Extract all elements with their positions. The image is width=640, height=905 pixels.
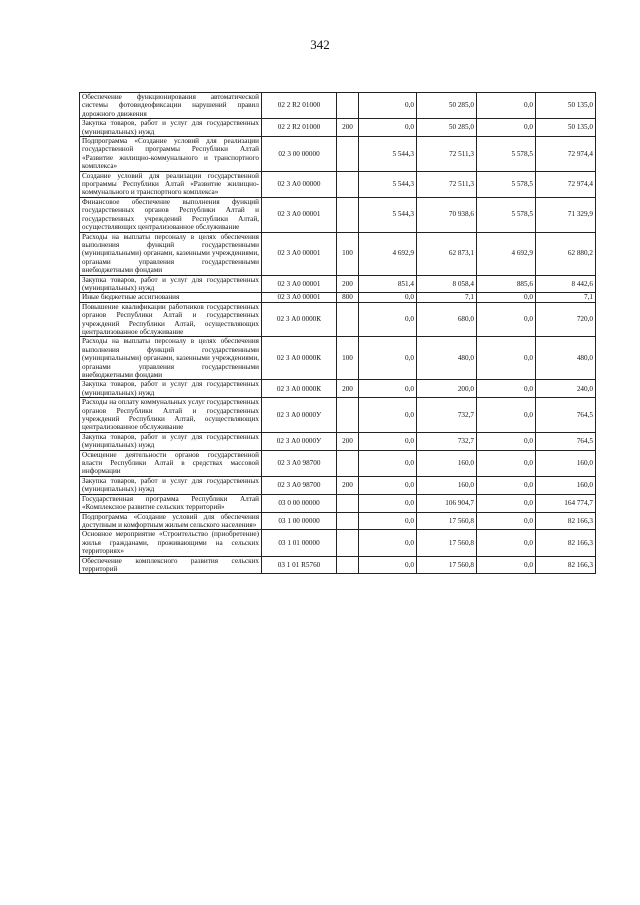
row-name: Расходы на выплаты персоналу в целях обеспечения выполнения функций государственными (муниципальными) органами, казенными учреждениями, органами управления государственными внебюджетными фондами: [80, 232, 262, 275]
expense-type: 200: [337, 380, 359, 398]
amount-col-1: 0,0: [359, 432, 417, 450]
amount-col-3: 0,0: [477, 398, 536, 433]
table-row: [80, 530, 596, 556]
program-code: 02 3 А0 00001: [262, 232, 337, 275]
row-name: Финансовое обеспечение выполнения функций государственных органов Республики Алтай и государственных учреждений Республики Алтай, осуществляющих централизованное обслуживание: [80, 197, 262, 232]
amount-col-2: 62 873,1: [417, 232, 477, 275]
table-row: [80, 337, 596, 380]
amount-col-2: 200,0: [417, 380, 477, 398]
program-code: 02 2 R2 01000: [262, 119, 337, 137]
program-code: 03 0 00 00000: [262, 494, 337, 512]
expense-type: [337, 171, 359, 197]
amount-col-3: 885,6: [477, 275, 536, 293]
program-code: 02 3 А0 0000К: [262, 337, 337, 380]
amount-col-1: 0,0: [359, 476, 417, 494]
expense-type: [337, 512, 359, 530]
amount-col-1: 851,4: [359, 275, 417, 293]
amount-col-4: 82 166,3: [536, 512, 596, 530]
row-name: Повышение квалификации работников государственных органов Республики Алтай и государственных учреждений Республики Алтай, осуществляющих централизованное обслуживание: [80, 302, 262, 337]
table-row: [80, 275, 596, 293]
amount-col-2: 72 511,3: [417, 171, 477, 197]
amount-col-4: 7,1: [536, 293, 596, 302]
budget-table: [79, 92, 596, 574]
amount-col-3: 0,0: [477, 380, 536, 398]
table-row: [80, 476, 596, 494]
program-code: 02 3 00 00000: [262, 137, 337, 172]
expense-type: [337, 137, 359, 172]
amount-col-4: 480,0: [536, 337, 596, 380]
amount-col-4: 160,0: [536, 450, 596, 476]
expense-type: [337, 494, 359, 512]
expense-type: 200: [337, 432, 359, 450]
amount-col-3: 5 578,5: [477, 171, 536, 197]
table-row: [80, 232, 596, 275]
row-name: Закупка товаров, работ и услуг для государственных (муниципальных) нужд: [80, 476, 262, 494]
program-code: 02 3 А0 0000К: [262, 302, 337, 337]
table-row: [80, 432, 596, 450]
page-number: 342: [310, 37, 330, 52]
program-code: 02 3 А0 00001: [262, 275, 337, 293]
expense-type: [337, 93, 359, 119]
amount-col-1: 5 544,3: [359, 197, 417, 232]
amount-col-1: 0,0: [359, 337, 417, 380]
amount-col-1: 0,0: [359, 556, 417, 574]
table-row: [80, 197, 596, 232]
program-code: 03 1 01 R5760: [262, 556, 337, 574]
amount-col-3: 0,0: [477, 93, 536, 119]
amount-col-3: 5 578,5: [477, 197, 536, 232]
table-row: [80, 380, 596, 398]
amount-col-4: 82 166,3: [536, 530, 596, 556]
amount-col-3: 0,0: [477, 119, 536, 137]
table-row: [80, 556, 596, 574]
amount-col-1: 0,0: [359, 380, 417, 398]
amount-col-3: 0,0: [477, 293, 536, 302]
amount-col-2: 17 560,8: [417, 530, 477, 556]
amount-col-4: 8 442,6: [536, 275, 596, 293]
amount-col-3: 0,0: [477, 530, 536, 556]
amount-col-2: 732,7: [417, 432, 477, 450]
table-row: [80, 93, 596, 119]
amount-col-2: 106 904,7: [417, 494, 477, 512]
amount-col-3: 0,0: [477, 512, 536, 530]
expense-type: [337, 450, 359, 476]
amount-col-4: 240,0: [536, 380, 596, 398]
amount-col-2: 17 560,8: [417, 512, 477, 530]
program-code: 02 3 А0 00001: [262, 293, 337, 302]
row-name: Подпрограмма «Создание условий для обеспечения доступным и комфортным жильем сельского населения»: [80, 512, 262, 530]
expense-type: 200: [337, 119, 359, 137]
table-row: [80, 494, 596, 512]
row-name: Закупка товаров, работ и услуг для государственных (муниципальных) нужд: [80, 380, 262, 398]
amount-col-2: 70 938,6: [417, 197, 477, 232]
amount-col-3: 0,0: [477, 476, 536, 494]
amount-col-3: 0,0: [477, 302, 536, 337]
row-name: Закупка товаров, работ и услуг для государственных (муниципальных) нужд: [80, 432, 262, 450]
amount-col-3: 0,0: [477, 494, 536, 512]
amount-col-2: 160,0: [417, 450, 477, 476]
amount-col-4: 82 166,3: [536, 556, 596, 574]
amount-col-2: 7,1: [417, 293, 477, 302]
amount-col-2: 50 285,0: [417, 119, 477, 137]
amount-col-1: 0,0: [359, 494, 417, 512]
expense-type: [337, 556, 359, 574]
expense-type: 100: [337, 232, 359, 275]
row-name: Освещение деятельности органов государственной власти Республики Алтай в средствах массовой информации: [80, 450, 262, 476]
table-row: [80, 450, 596, 476]
expense-type: 200: [337, 275, 359, 293]
amount-col-1: 5 544,3: [359, 137, 417, 172]
amount-col-2: 50 285,0: [417, 93, 477, 119]
table-row: [80, 137, 596, 172]
program-code: 02 3 А0 0000У: [262, 398, 337, 433]
row-name: Иные бюджетные ассигнования: [80, 293, 262, 302]
amount-col-4: 50 135,0: [536, 119, 596, 137]
amount-col-1: 0,0: [359, 530, 417, 556]
amount-col-2: 17 560,8: [417, 556, 477, 574]
row-name: Обеспечение функционирования автоматической системы фотовидеофиксации нарушений правил дорожного движения: [80, 93, 262, 119]
expense-type: [337, 197, 359, 232]
amount-col-4: 72 974,4: [536, 137, 596, 172]
row-name: Расходы на выплаты персоналу в целях обеспечения выполнения функций государственными (муниципальными) органами, казенными учреждениями, органами управления государственными внебюджетными фондами: [80, 337, 262, 380]
amount-col-3: 5 578,5: [477, 137, 536, 172]
amount-col-3: 0,0: [477, 337, 536, 380]
amount-col-1: 0,0: [359, 398, 417, 433]
expense-type: 800: [337, 293, 359, 302]
amount-col-4: 71 329,9: [536, 197, 596, 232]
amount-col-4: 160,0: [536, 476, 596, 494]
amount-col-2: 72 511,3: [417, 137, 477, 172]
program-code: 02 3 А0 0000К: [262, 380, 337, 398]
program-code: 02 3 А0 98700: [262, 450, 337, 476]
row-name: Создание условий для реализации государственной программы Республики Алтай «Развитие жилищно-коммунального и транспортного комплекса»: [80, 171, 262, 197]
amount-col-1: 0,0: [359, 450, 417, 476]
expense-type: [337, 530, 359, 556]
amount-col-4: 764,5: [536, 432, 596, 450]
amount-col-4: 62 880,2: [536, 232, 596, 275]
program-code: 02 3 А0 98700: [262, 476, 337, 494]
program-code: 02 3 А0 00001: [262, 197, 337, 232]
table-row: [80, 398, 596, 433]
table-body: [80, 93, 596, 574]
row-name: Обеспечение комплексного развития сельских территорий: [80, 556, 262, 574]
amount-col-4: 720,0: [536, 302, 596, 337]
program-code: 02 3 А0 0000У: [262, 432, 337, 450]
program-code: 03 1 00 00000: [262, 512, 337, 530]
program-code: 02 2 R2 01000: [262, 93, 337, 119]
amount-col-3: 4 692,9: [477, 232, 536, 275]
amount-col-2: 732,7: [417, 398, 477, 433]
row-name: Расходы на оплату коммунальных услуг государственных органов Республики Алтай и государственных учреждений Республики Алтай, осуществляющих централизованное обслуживание: [80, 398, 262, 433]
amount-col-2: 8 058,4: [417, 275, 477, 293]
row-name: Закупка товаров, работ и услуг для государственных (муниципальных) нужд: [80, 119, 262, 137]
amount-col-1: 4 692,9: [359, 232, 417, 275]
amount-col-1: 0,0: [359, 293, 417, 302]
amount-col-2: 160,0: [417, 476, 477, 494]
amount-col-1: 0,0: [359, 302, 417, 337]
amount-col-2: 680,0: [417, 302, 477, 337]
table-row: [80, 302, 596, 337]
amount-col-4: 72 974,4: [536, 171, 596, 197]
amount-col-4: 50 135,0: [536, 93, 596, 119]
amount-col-1: 0,0: [359, 119, 417, 137]
table-row: [80, 119, 596, 137]
amount-col-4: 764,5: [536, 398, 596, 433]
row-name: Подпрограмма «Создание условий для реализации государственной программы Республики Алтай «Развитие жилищно-коммунального и транспортного комплекса»: [80, 137, 262, 172]
row-name: Основное мероприятие «Строительство (приобретение) жилья гражданами, проживающими на сельских территориях»: [80, 530, 262, 556]
amount-col-2: 480,0: [417, 337, 477, 380]
table-row: [80, 171, 596, 197]
amount-col-1: 0,0: [359, 512, 417, 530]
amount-col-1: 0,0: [359, 93, 417, 119]
table-row: [80, 293, 596, 302]
program-code: 02 3 А0 00000: [262, 171, 337, 197]
expense-type: [337, 302, 359, 337]
table-row: [80, 512, 596, 530]
expense-type: [337, 398, 359, 433]
program-code: 03 1 01 00000: [262, 530, 337, 556]
expense-type: 100: [337, 337, 359, 380]
amount-col-1: 5 544,3: [359, 171, 417, 197]
amount-col-3: 0,0: [477, 450, 536, 476]
row-name: Закупка товаров, работ и услуг для государственных (муниципальных) нужд: [80, 275, 262, 293]
row-name: Государственная программа Республики Алтай «Комплексное развитие сельских территорий»: [80, 494, 262, 512]
amount-col-3: 0,0: [477, 556, 536, 574]
amount-col-3: 0,0: [477, 432, 536, 450]
expense-type: 200: [337, 476, 359, 494]
amount-col-4: 164 774,7: [536, 494, 596, 512]
